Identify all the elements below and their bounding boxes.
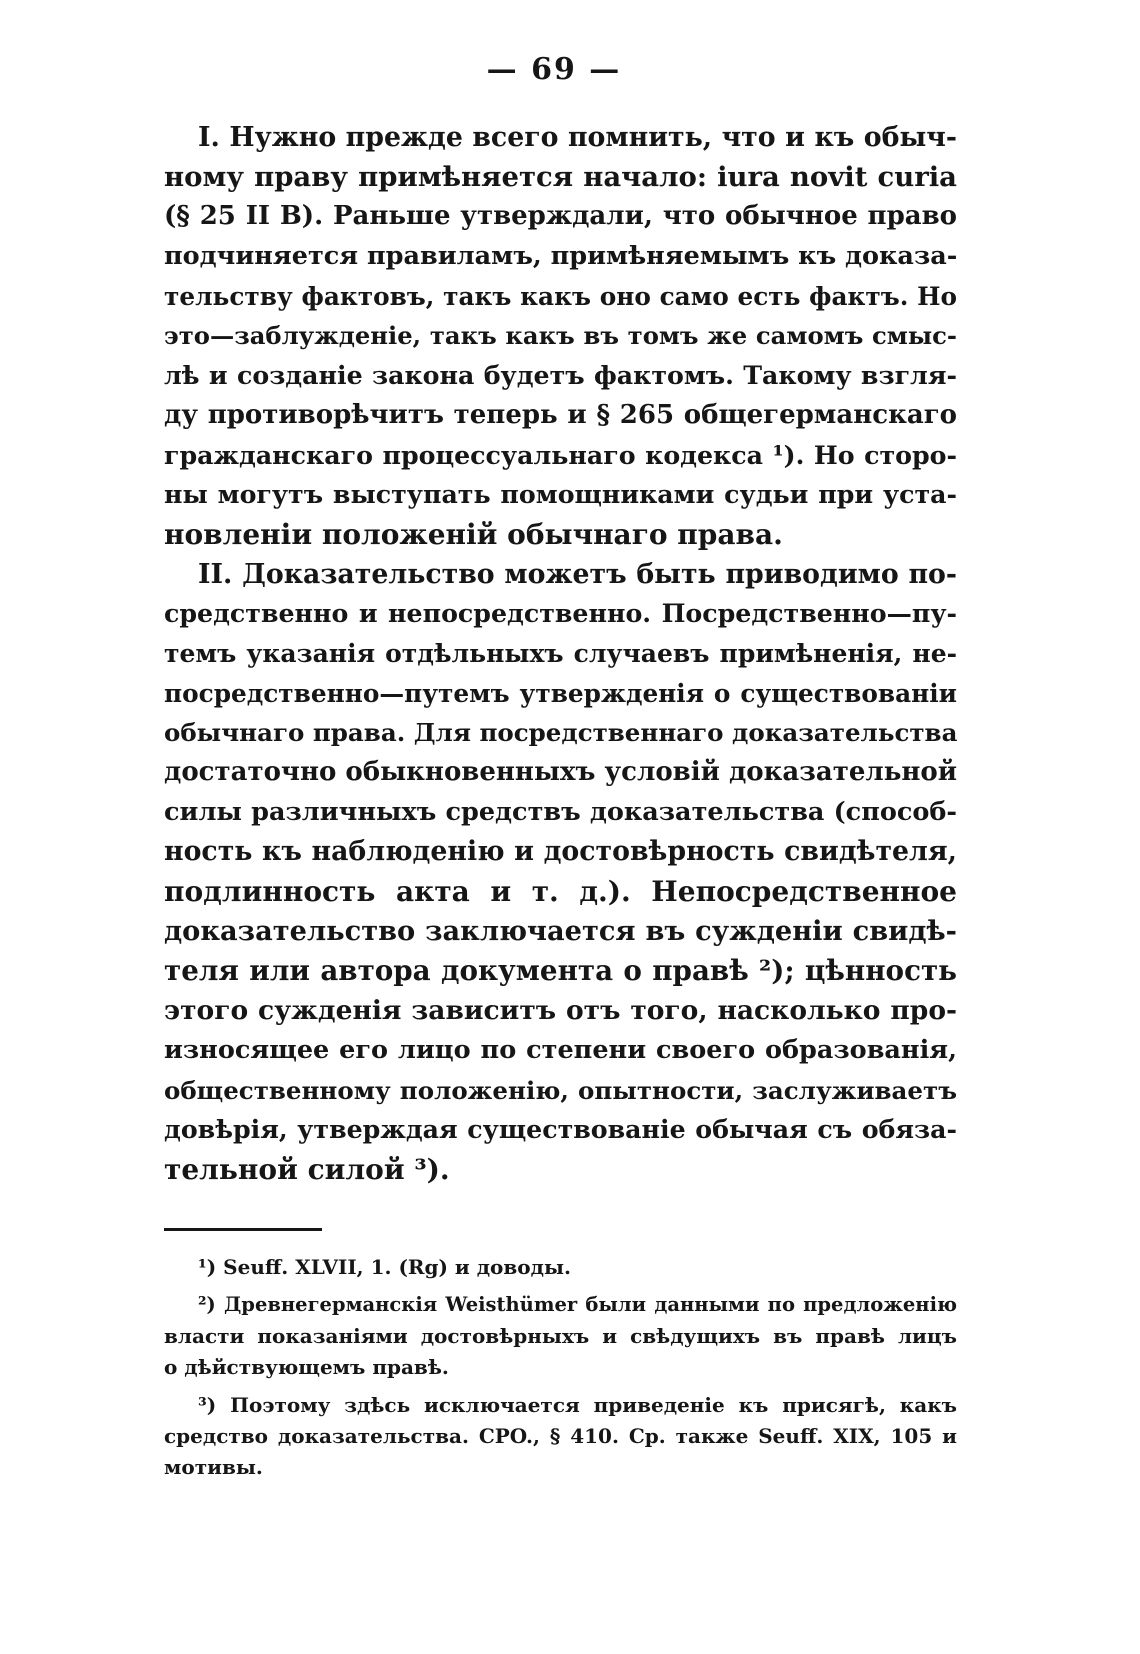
footnote-divider — [164, 1228, 322, 1231]
paragraph-1 — [164, 118, 957, 555]
footnotes — [164, 1252, 957, 1484]
text-line: тельству фактовъ, такъ какъ оно само есть фактъ. Но — [164, 281, 957, 311]
body-text — [164, 118, 957, 1190]
text-line: подчиняется правиламъ, примѣняемымъ къ доказа- — [164, 241, 958, 272]
footnote-line: ¹) Seuff. XLVII, 1. (Rg) и доводы. — [198, 1255, 571, 1279]
text-line: II. Доказательство можетъ быть приводимо по- — [198, 558, 957, 590]
text-line: ность къ наблюденію и достовѣрность свидѣтеля, — [164, 836, 957, 868]
text-line: ны могутъ выступать помощниками судьи при уста- — [164, 479, 957, 510]
text-line: подлинность акта и т. д.). Непосредственное — [164, 875, 957, 909]
text-line: I. Нужно прежде всего помнить, что и къ обыч- — [198, 122, 957, 153]
text-line: тельной силой ³). — [164, 1152, 450, 1186]
paragraph-2 — [164, 555, 957, 1190]
page-number: — 69 — — [486, 52, 622, 87]
footnote-2 — [164, 1289, 957, 1383]
text-line: доказательство заключается въ сужденіи свидѣ- — [164, 914, 957, 947]
text-line: этого сужденія зависитъ отъ того, насколько про- — [164, 995, 957, 1027]
text-line: износящее его лицо по степени своего образованія, — [164, 1034, 957, 1065]
footnote-line: о дѣйствующемъ правѣ. — [164, 1355, 449, 1380]
footnote-line: средство доказательства. CPO., § 410. Ср. также Seuff. XIX, 105 и — [164, 1423, 957, 1448]
text-line: лѣ и созданіе закона будетъ фактомъ. Такому взгля- — [164, 360, 957, 391]
text-line: теля или автора документа о правѣ ²); цѣнность — [164, 954, 957, 988]
text-line: достаточно обыкновенныхъ условій доказательной — [164, 757, 957, 787]
footnote-line: мотивы. — [164, 1455, 263, 1480]
footnote-3 — [164, 1390, 957, 1484]
text-line: новленіи положеній обычнаго права. — [164, 517, 783, 551]
text-line: ду противорѣчитъ теперь и § 265 общегерманскаго — [164, 399, 957, 430]
text-line: темъ указанія отдѣльныхъ случаевъ примѣненія, не- — [164, 638, 957, 668]
text-line: ному праву примѣняется начало: iura novit curia — [164, 160, 957, 193]
footnote-line: ³) Поэтому здѣсь исключается приведеніе къ присягѣ, какъ — [198, 1392, 957, 1417]
text-line: довѣрія, утверждая существованіе обычая съ обяза- — [164, 1114, 957, 1145]
text-line: посредственно—путемъ утвержденія о существованіи — [164, 678, 957, 708]
text-line: (§ 25 II B). Раньше утверждали, что обычное право — [164, 201, 957, 232]
text-line: силы различныхъ средствъ доказательства (способ- — [164, 796, 957, 827]
text-line: средственно и непосредственно. Посредственно—пу- — [164, 598, 957, 629]
text-line: общественному положенію, опытности, заслуживаетъ — [164, 1075, 957, 1105]
footnote-line: ²) Древнегерманскія Weisthümer были данными по предложенію — [198, 1293, 957, 1317]
text-line: это—заблужденіе, такъ какъ въ томъ же самомъ смыс- — [164, 321, 957, 351]
text-line: гражданскаго процессуальнаго кодекса ¹). Но сторо- — [164, 439, 957, 470]
text-line: обычнаго права. Для посредственнаго доказательства — [164, 718, 958, 748]
footnote-1 — [164, 1252, 957, 1283]
footnote-line: власти показаніями достовѣрныхъ и свѣдущихъ въ правѣ лицъ — [164, 1323, 957, 1348]
